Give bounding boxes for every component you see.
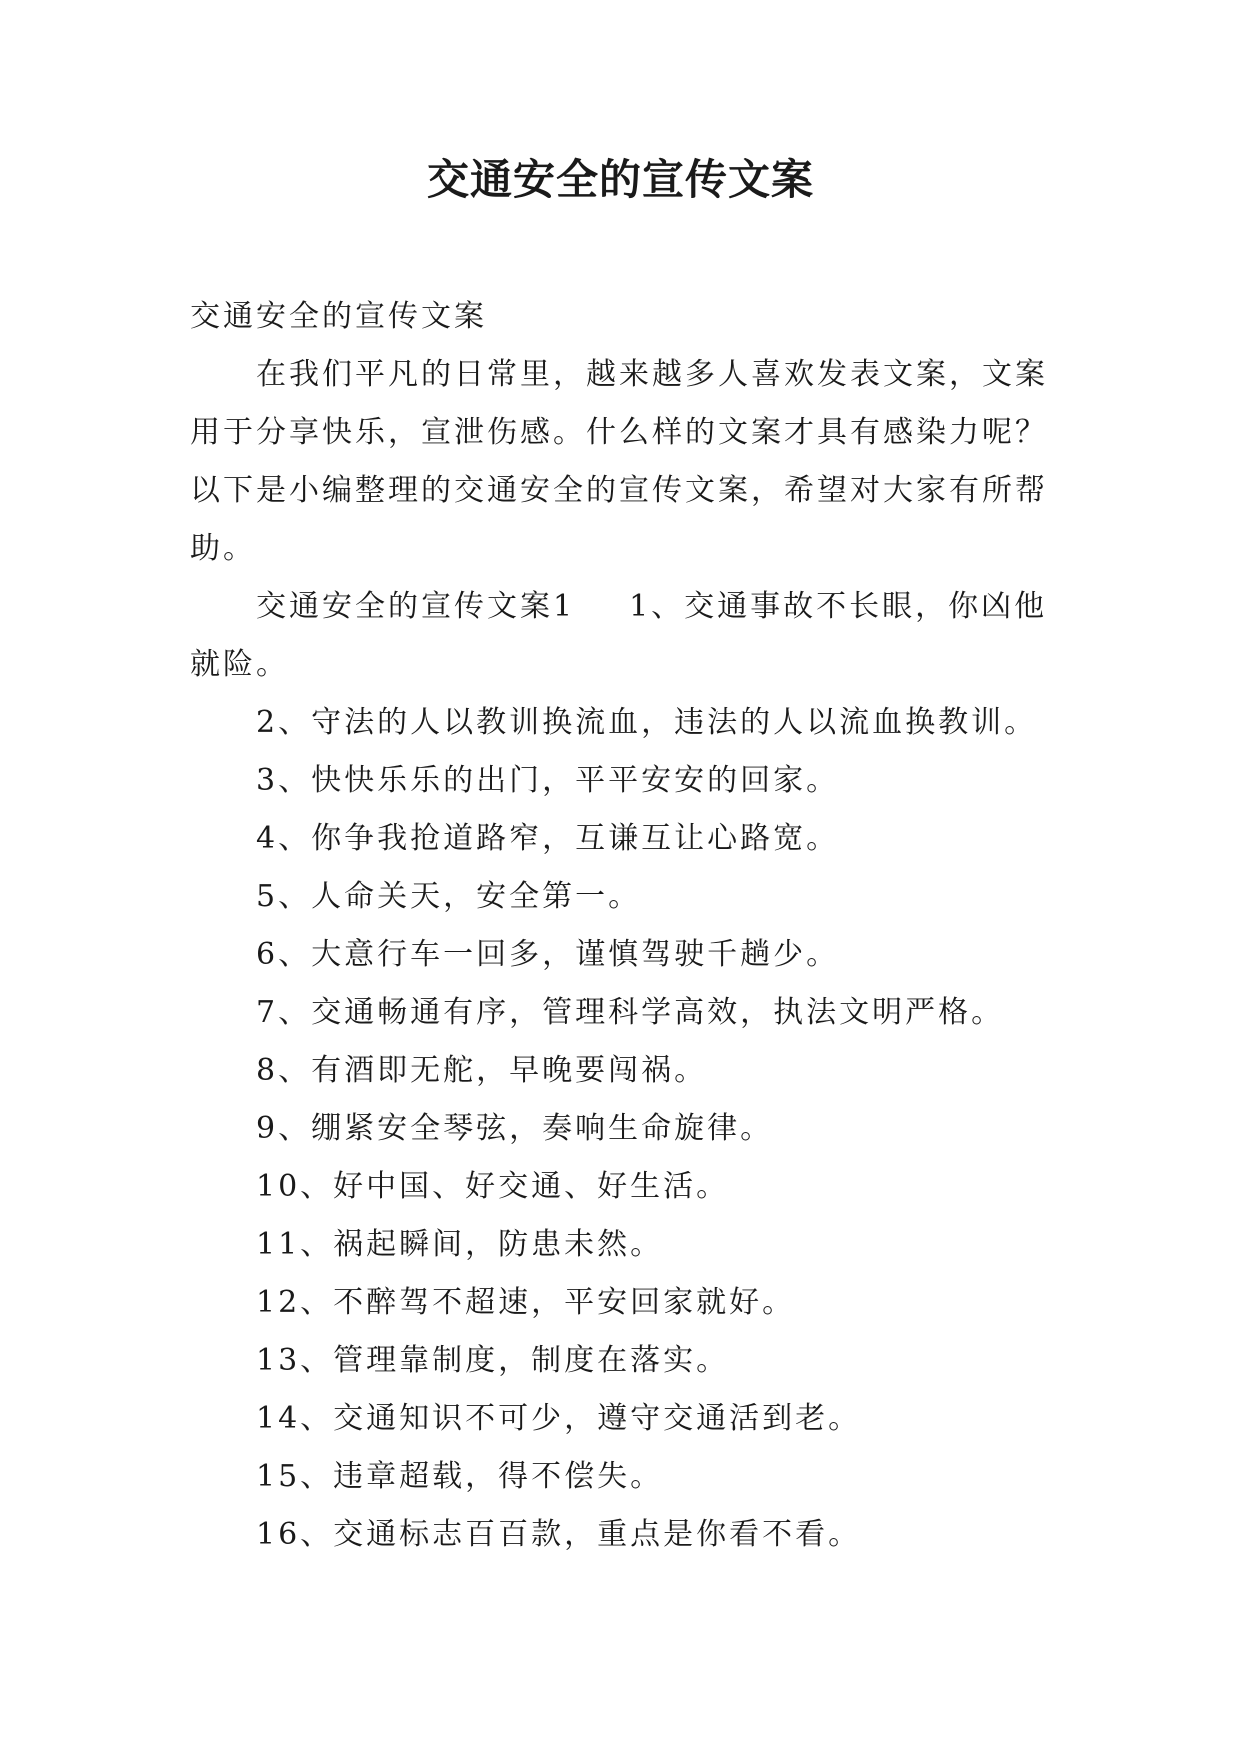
- list-item: 4、你争我抢道路窄，互谦互让心路宽。: [256, 821, 840, 856]
- list-item: 14、交通知识不可少，遵守交通活到老。: [256, 1401, 862, 1436]
- list-item: 15、违章超载，得不偿失。: [256, 1459, 664, 1494]
- list-item-first: 1、交通事故不长眼，你凶他就险。: [190, 589, 1048, 682]
- list-item: 9、绷紧安全琴弦，奏响生命旋律。: [256, 1111, 774, 1146]
- list-item: 8、有酒即无舵，早晚要闯祸。: [256, 1053, 708, 1088]
- list-item: 12、不醉驾不超速，平安回家就好。: [256, 1285, 796, 1320]
- section-heading: 交通安全的宣传文案1: [256, 589, 576, 624]
- list-item: 13、管理靠制度，制度在落实。: [256, 1343, 730, 1378]
- list-item: 2、守法的人以教训换流血，违法的人以流血换教训。: [256, 705, 1038, 740]
- list-item: 6、大意行车一回多，谨慎驾驶千趟少。: [256, 937, 840, 972]
- list-item: 7、交通畅通有序，管理科学高效，执法文明严格。: [256, 995, 1005, 1030]
- list-item: 11、祸起瞬间，防患未然。: [256, 1227, 664, 1262]
- document-title: 交通安全的宣传文案: [426, 155, 814, 204]
- list-item: 5、人命关天，安全第一。: [256, 879, 642, 914]
- document-body: [190, 288, 1052, 1564]
- document-subtitle: 交通安全的宣传文案: [190, 299, 487, 334]
- section-paragraph: [190, 578, 1052, 694]
- list-item: 3、快快乐乐的出门，平平安安的回家。: [256, 763, 840, 798]
- intro-paragraph: 在我们平凡的日常里，越来越多人喜欢发表文案，文案用于分享快乐，宣泄伤感。什么样的文案才具有感染力呢？以下是小编整理的交通安全的宣传文案，希望对大家有所帮助。: [190, 357, 1048, 566]
- list-item: 16、交通标志百百款，重点是你看不看。: [256, 1517, 862, 1552]
- list-item: 10、好中国、好交通、好生活。: [256, 1169, 730, 1204]
